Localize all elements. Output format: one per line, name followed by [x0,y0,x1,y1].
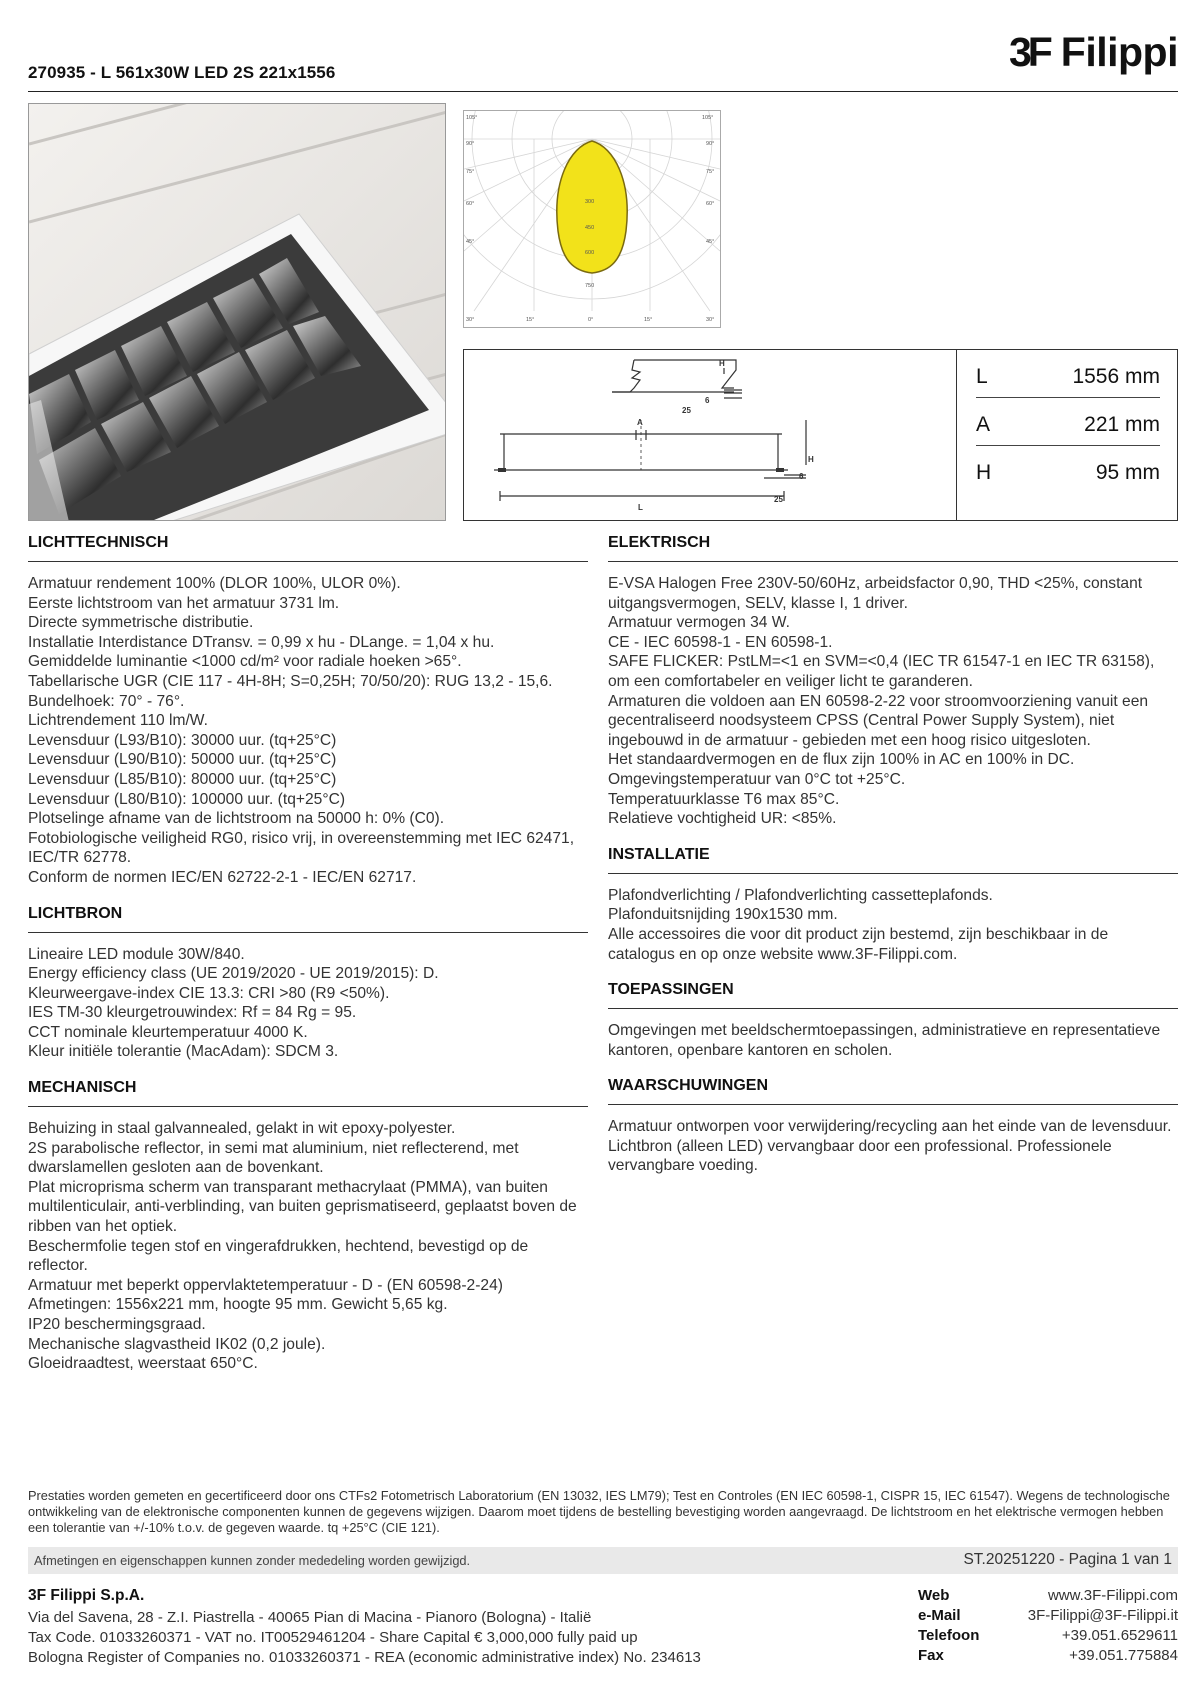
section-lichtbron [28,901,588,1063]
company-tax-info: Tax Code. 01033260371 - VAT no. IT00529461204 - Share Capital € 3,000,000 fully paid up [28,1629,638,1646]
logo-text: Filippi [1060,28,1178,75]
section-line: Levensduur (L93/B10): 30000 uur. (tq+25°C) [28,731,337,749]
contact-label: e-Mail [918,1607,961,1624]
company-register: Bologna Register of Companies no. 01033260371 - REA (economic administrative index) No. 234613 [28,1649,701,1666]
contact-fax [918,1647,1178,1667]
dimension-key: L [976,365,988,388]
page-footer [28,1587,1178,1687]
angle-label: 0° [588,317,594,323]
section-elektrisch [608,530,1178,829]
section-line: Het standaardvermogen en de flux zijn 100% in AC en 100% in DC. [608,751,1075,769]
section-line: Armaturen die voldoen aan EN 60598-2-22 voor stroomvoorziening vanuit een gecentraliseerd noodsysteem CPSS (Central Power Supply System), niet ingebouwd in de armatuur - gebieden met een hoog risico uitgesloten. [608,692,1149,749]
section-line: Armatuur vermogen 34 W. [608,614,791,632]
radial-label: 450 [585,225,595,231]
contact-email [918,1607,1178,1627]
section-line: Energy efficiency class (UE 2019/2020 - UE 2019/2015): D. [28,965,439,983]
product-title: 270935 - L 561x30W LED 2S 221x1556 [28,63,336,82]
section-line: Plafondverlichting / Plafondverlichting cassetteplafonds. [608,886,993,904]
dimension-row [976,350,1160,398]
brand-logo [1009,30,1178,74]
section-line: Gemiddelde luminantie <1000 cd/m² voor radiale hoeken >65°. [28,653,462,671]
section-body [608,886,1178,964]
section-line: Behuizing in staal galvannealed, gelakt in wit epoxy-polyester. [28,1120,456,1138]
section-body [608,574,1178,829]
product-photo [28,103,446,521]
section-line: CCT nominale kleurtemperatuur 4000 K. [28,1023,308,1041]
dimension-value: 221 mm [1084,413,1160,436]
angle-label: 60° [466,201,475,207]
section-line: SAFE FLICKER: PstLM=<1 en SVM=<0,4 (IEC TR 61547-1 en IEC TR 63158), om een comfortabeler en veiliger licht te garanderen. [608,653,1155,690]
dimension-row [976,446,1160,494]
angle-label: 105° [702,115,714,121]
phone-number: +39.051.6529611 [1061,1627,1178,1644]
angle-label: 90° [706,141,715,147]
dim-label-25: 25 [774,495,783,504]
angle-label: 75° [466,169,475,175]
section-line: Armatuur rendement 100% (DLOR 100%, ULOR 0%). [28,575,401,592]
dim-label-h: H [808,455,814,464]
section-line: Lineaire LED module 30W/840. [28,945,245,963]
contact-phone [918,1627,1178,1647]
section-body [28,945,588,1063]
dim-label-a: A [637,418,643,427]
section-line: Installatie Interdistance DTransv. = 0,99 x hu - DLange. = 1,04 x hu. [28,633,495,651]
radial-label: 300 [585,199,595,205]
angle-label: 60° [706,201,715,207]
section-line: Armatuur ontworpen voor verwijdering/recycling aan het einde van de levensduur. [608,1118,1172,1136]
section-title: MECHANISCH [28,1075,588,1107]
contact-web [918,1587,1178,1607]
angle-label: 105° [466,115,478,121]
section-line: Relatieve vochtigheid UR: <85%. [608,810,837,828]
dimension-value: 95 mm [1095,461,1160,484]
section-installatie [608,842,1178,964]
section-line: Levensduur (L80/B10): 100000 uur. (tq+25°C) [28,790,346,808]
section-title: LICHTTECHNISCH [28,530,588,562]
radial-label: 600 [585,250,595,256]
company-address: Via del Savena, 28 - Z.I. Piastrella - 40065 Pian di Macina - Pianoro (Bologna) - Italië [28,1609,592,1626]
dimensions-table [958,350,1178,520]
angle-label: 30° [706,317,715,323]
section-line: Lichtrendement 110 lm/W. [28,712,208,730]
company-name: 3F Filippi S.p.A. [28,1587,145,1604]
section-line: Kleur initiële tolerantie (MacAdam): SDCM 3. [28,1043,339,1061]
section-title: ELEKTRISCH [608,530,1178,562]
section-line: CE - IEC 60598-1 - EN 60598-1. [608,633,833,651]
section-line: Beschermfolie tegen stof en vingerafdrukken, hechtend, bevestigd op de reflector. [28,1237,529,1275]
section-body [608,1021,1178,1060]
dimension-drawing-svg [464,350,957,520]
dim-label-l: L [638,503,643,512]
section-line: E-VSA Halogen Free 230V-50/60Hz, arbeidsfactor 0,90, THD <25%, constant uitgangsvermogen, SELV, klasse I, 1 driver. [608,575,1143,612]
section-line: Gloeidraadtest, weerstaat 650°C. [28,1355,258,1373]
angle-label: 75° [706,169,715,175]
angle-label: 90° [466,141,475,147]
section-line: Alle accessoires die voor dit product zijn bestemd, zijn beschikbaar in de catalogus en op onze website www.3F-Filippi.com. [608,925,1109,963]
section-line: Directe symmetrische distributie. [28,614,254,632]
right-column [608,530,1178,1189]
angle-label: 15° [644,317,653,323]
dimension-drawing [464,350,957,520]
angle-label: 45° [466,239,475,245]
disclaimer-text: Prestaties worden gemeten en gecertificeerd door ons CTFs2 Fotometrisch Laboratorium (EN 13032, IES LM79); Test en Controles (EN IEC 60598-1, CISPR 15, IEC 61547). Wegens de technologische ontwikkeling van de elektronische componenten kunnen de gegevens wijzigen. Daarom moet tijdens de bestelling bevestiging worden aangevraagd. De lichtstroom en het elektrische vermogen hebben een tolerantie van +/-10% t.o.v. de gegeven waarde. tq +25°C (CIE 121). [28,1488,1170,1535]
section-toepassingen [608,977,1178,1060]
product-photo-drawing [29,104,446,521]
section-body [28,1119,588,1374]
notice-bar [28,1547,1178,1574]
section-line: Tabellarische UGR (CIE 117 - 4H-8H; S=0,25H; 70/50/20): RUG 13,2 - 15,6. [28,672,553,690]
section-line: Afmetingen: 1556x221 mm, hoogte 95 mm. Gewicht 5,65 kg. [28,1296,448,1314]
section-title: WAARSCHUWINGEN [608,1073,1178,1105]
section-line: Eerste lichtstroom van het armatuur 3731 lm. [28,594,340,612]
section-line: Omgevingen met beeldschermtoepassingen, administratieve en representatieve kantoren, openbare kantoren en scholen. [608,1022,1161,1059]
section-line: Plotselinge afname van de lichtstroom na 50000 h: 0% (C0). [28,810,445,828]
section-line: Plafonduitsnijding 190x1530 mm. [608,906,838,924]
polar-diagram-svg [464,111,720,327]
dim-label-25: 25 [682,406,691,415]
contact-label: Fax [918,1647,944,1664]
logo-mark: 3F [1008,28,1049,75]
dim-label-six: 6 [705,396,710,405]
page-header [28,30,1178,92]
section-line: Bundelhoek: 70° - 76°. [28,692,185,710]
section-line: IES TM-30 kleurgetrouwindex: Rf = 84 Rg = 95. [28,1004,357,1022]
section-body [608,1117,1178,1176]
section-mechanisch [28,1075,588,1374]
angle-label: 15° [526,317,535,323]
notice-text: Afmetingen en eigenschappen kunnen zonder mededeling worden gewijzigd. [34,1553,471,1568]
section-line: Plat microprisma scherm van transparant methacrylaat (PMMA), van buiten multilenticulair, anti-verblinding, van buiten geprismatiseerd, geplaatst boven de ribben van het optiek. [28,1178,577,1236]
section-title: LICHTBRON [28,901,588,933]
section-line: IP20 beschermingsgraad. [28,1316,206,1333]
dimension-row [976,398,1160,446]
section-line: Conform de normen IEC/EN 62722-2-1 - IEC/EN 62717. [28,868,417,886]
section-title: TOEPASSINGEN [608,977,1178,1009]
section-line: Armatuur met beperkt oppervlaktetemperatuur - D - (EN 60598-2-24) [28,1276,503,1294]
section-line: Mechanische slagvastheid IK02 (0,2 joule). [28,1335,326,1353]
email-link[interactable]: 3F-Filippi@3F-Filippi.it [1027,1607,1178,1624]
header-divider [28,91,1178,92]
web-link[interactable]: www.3F-Filippi.com [1047,1587,1178,1604]
left-column [28,530,588,1387]
radial-label: 750 [585,283,595,289]
polar-photometric-diagram [463,110,721,328]
angle-label: 30° [466,317,475,323]
section-line: Fotobiologische veiligheid RG0, risico vrij, in overeenstemming met IEC 62471, IEC/TR 62778. [28,829,575,867]
section-line: Lichtbron (alleen LED) vervangbaar door een professional. Professionele vervangbare voeding. [608,1137,1112,1175]
fax-number: +39.051.775884 [1069,1647,1178,1664]
section-line: Levensduur (L85/B10): 80000 uur. (tq+25°C) [28,770,337,788]
page-reference: ST.20251220 - Pagina 1 van 1 [963,1551,1172,1568]
section-line: Levensduur (L90/B10): 50000 uur. (tq+25°C) [28,751,337,769]
contact-label: Web [918,1587,950,1604]
angle-label: 45° [706,239,715,245]
section-line: Temperatuurklasse T6 max 85°C. [608,790,840,808]
dimension-value: 1556 mm [1072,365,1160,388]
dimension-key: A [976,413,991,436]
contact-label: Telefoon [918,1627,980,1644]
section-lichttechnisch [28,530,588,888]
section-waarschuwingen [608,1073,1178,1176]
dimensions-panel [463,349,1178,521]
section-title: INSTALLATIE [608,842,1178,874]
section-line: Kleurweergave-index CIE 13.3: CRI >80 (R9 <50%). [28,984,390,1002]
section-line: Omgevingstemperatuur van 0°C tot +25°C. [608,770,906,788]
dimension-key: H [976,461,992,484]
section-body [28,574,588,888]
section-line: 2S parabolische reflector, in semi mat aluminium, niet reflecterend, met dwarslamellen gesloten aan de bovenkant. [28,1139,519,1177]
dim-label-h: H [719,359,725,368]
dim-label-six: 6 [799,472,804,481]
contact-list [918,1587,1178,1667]
